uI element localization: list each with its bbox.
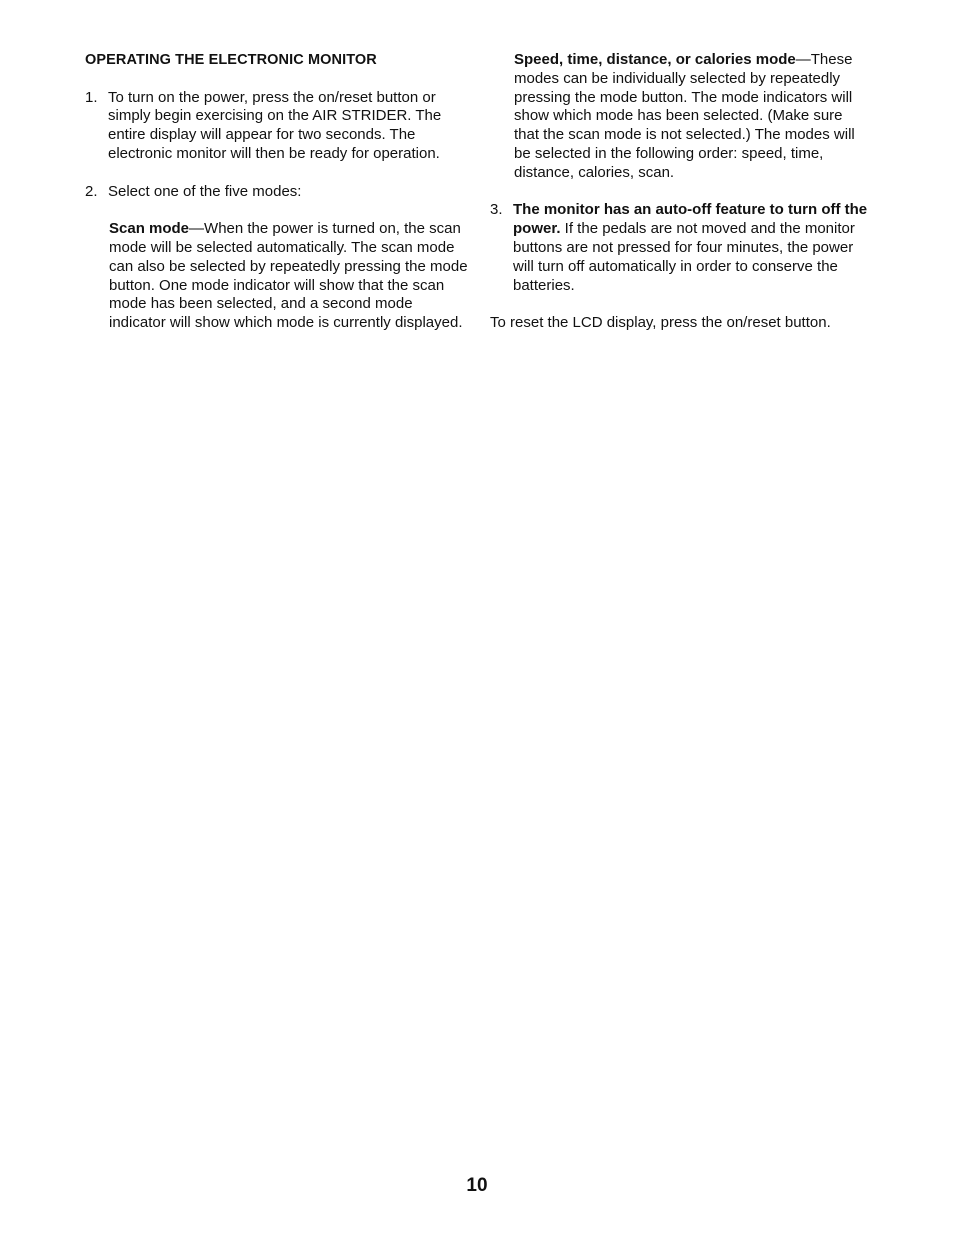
page-number: 10 [466,1175,488,1196]
right-column [490,51,870,333]
scan-mode-label: Scan mode [109,220,190,238]
individual-modes-label: Speed, time, distance, or calories mode [514,51,796,68]
step-3-number: 3. [490,201,503,219]
step-3-text: If the pedals are not moved and the monitor buttons are not pressed for four minutes, the power will turn off automatically in order to conserve the batteries. [513,220,855,294]
step-1 [85,89,470,164]
individual-modes-text: These modes can be individually selected by repeatedly pressing the mode button. The mode indicators will show which mode has been selected. (Make sure that the scan mode is not selected.) The modes will be selected in the following order: speed, time, distance, calories, scan. [514,51,855,181]
left-column [85,51,470,352]
step-1-number: 1. [85,88,98,106]
step-2 [85,183,470,202]
scan-mode-dash: — [189,220,205,238]
reset-note: To reset the LCD display, press the on/reset button. [490,314,831,332]
individual-modes-paragraph [514,51,870,183]
scan-mode-paragraph [109,220,470,333]
step-1-text: To turn on the power, press the on/reset button or simply begin exercising on the AIR STRIDER. The entire display will appear for two seconds. The electronic monitor will then be ready for operation. [108,88,442,162]
step-3-content [513,201,870,295]
step-3 [490,201,870,295]
step-2-number: 2. [85,182,98,200]
scan-mode-text: When the power is turned on, the scan mode will be selected automatically. The scan mode can also be selected by repeatedly pressing the mode button. One mode indicator will show that the scan mode has been selected, and a second mode indicator will show which mode is currently displayed. [109,220,468,332]
section-heading: OPERATING THE ELECTRONIC MONITOR [85,52,377,68]
individual-modes-dash: — [795,51,811,68]
step-3-bold-text: The monitor has an auto-off feature to turn off the power. [513,201,868,238]
step-2-text: Select one of the five modes: [108,182,302,200]
